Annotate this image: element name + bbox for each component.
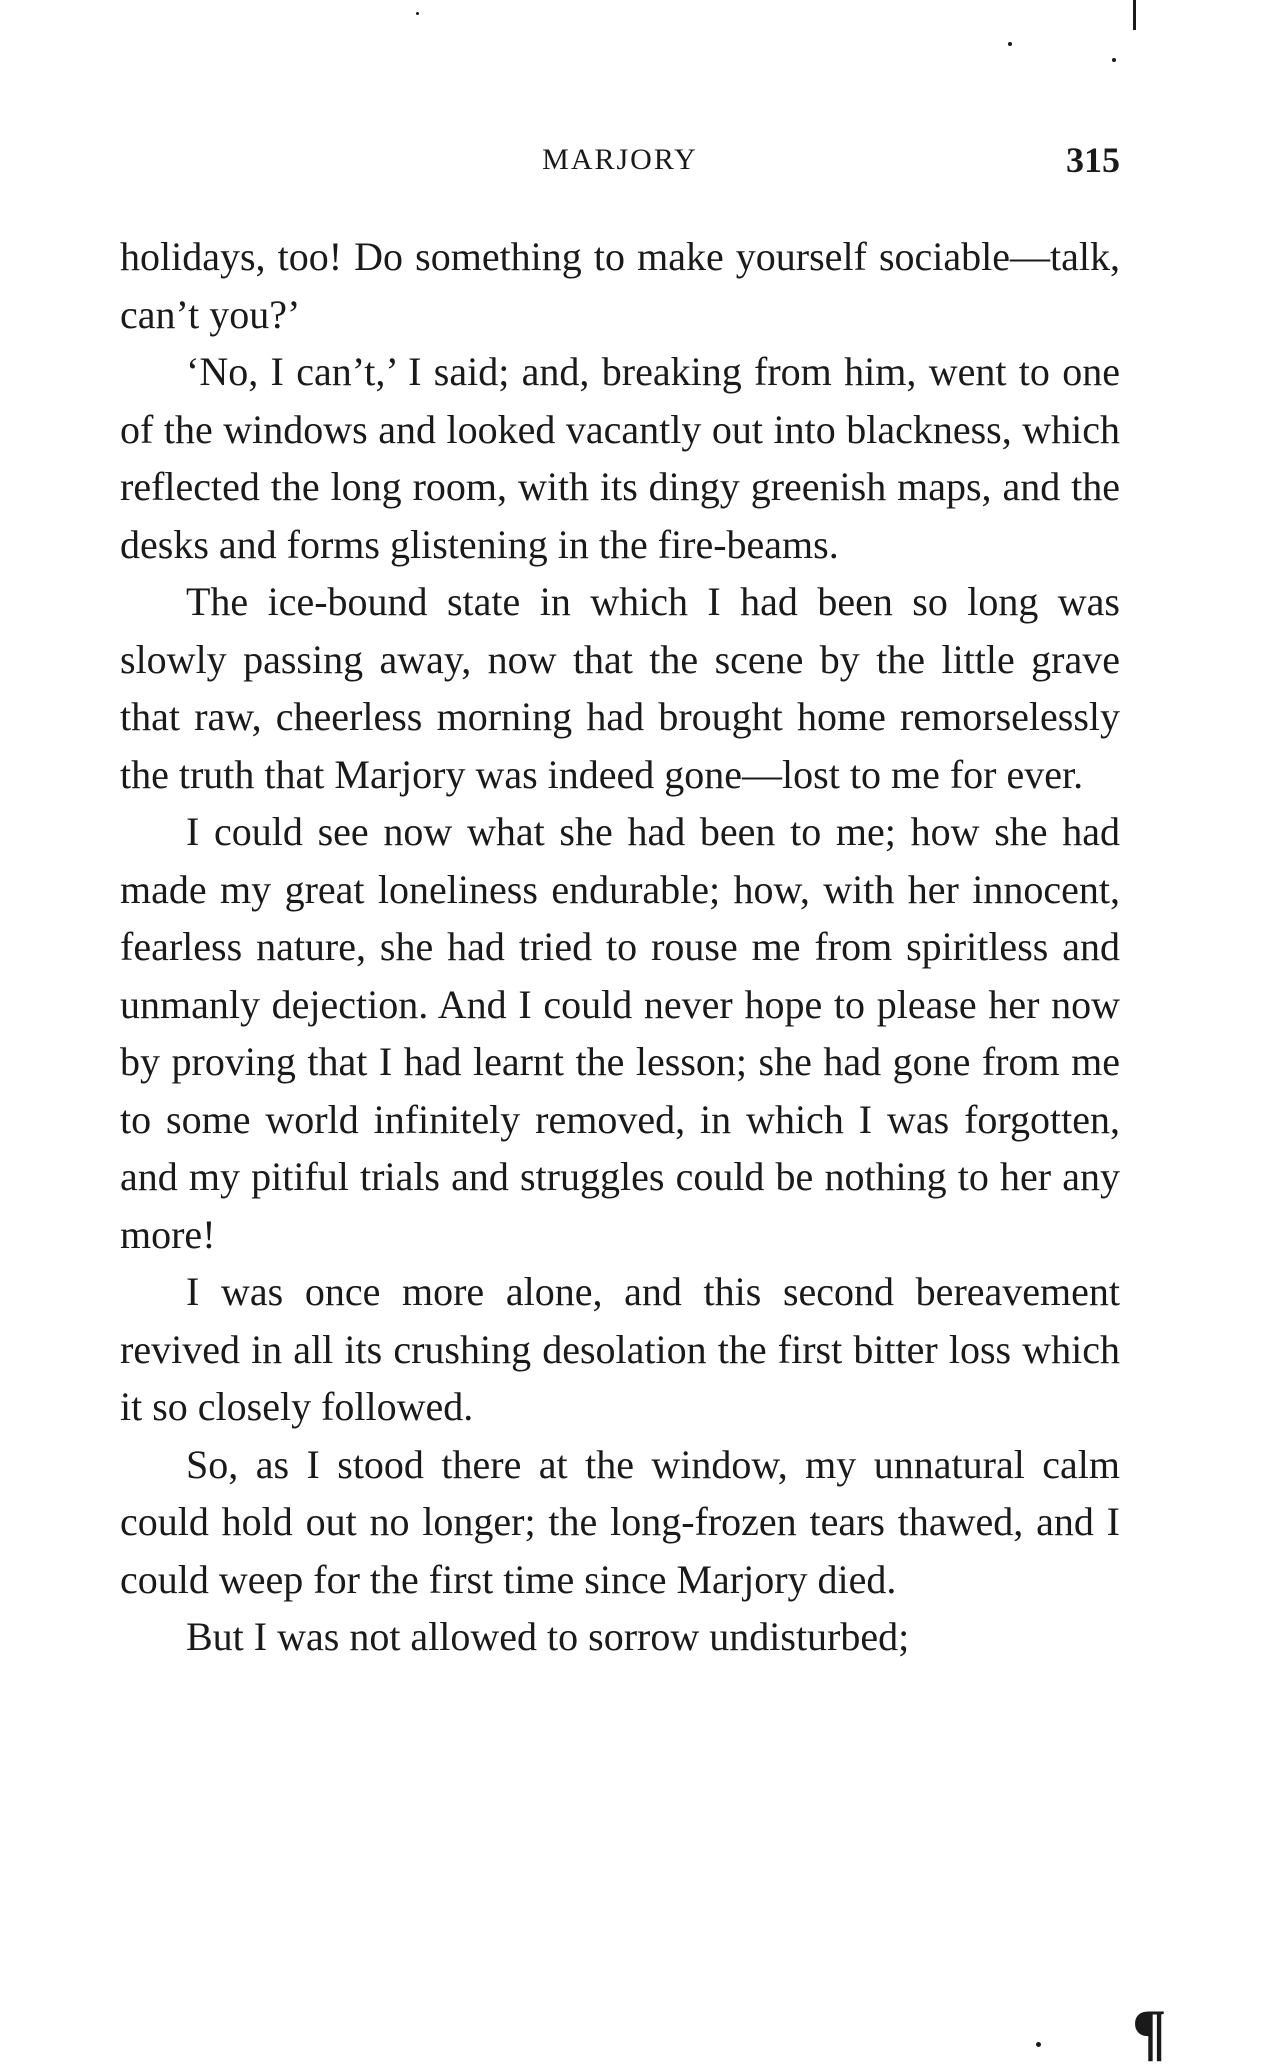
scan-speck — [416, 12, 419, 15]
running-head — [120, 140, 1120, 183]
paragraph-6: So, as I stood there at the window, my unnatural calm could hold out no longer; the long-frozen tears thawed, and I could weep for the first time since Marjory died. — [120, 1441, 1120, 1602]
scan-speck — [1008, 42, 1012, 46]
running-title: MARJORY — [542, 143, 698, 176]
paragraph-7: But I was not allowed to sorrow undisturbed; — [186, 1614, 910, 1659]
paragraph-4: I could see now what she had been to me; how she had made my great loneliness endurable; how, with her innocent, fearless nature, she had tried to rouse me from spiritless and unmanly dejection. And I could never hope to please her now by proving that I had learnt the lesson; she had gone from me to some world infinitely removed, in which I was forgotten, and my pitiful trials and struggles could be nothing to her any more! — [120, 809, 1120, 1257]
pilcrow-mark: ¶ — [1132, 1996, 1167, 2067]
scan-speck — [1112, 58, 1116, 62]
paragraph-5: I was once more alone, and this second bereavement revived in all its crushing desolation the first bitter loss which it so closely followed. — [120, 1269, 1120, 1429]
paragraph-3: The ice-bound state in which I had been so long was slowly passing away, now that the scene by the little grave that raw, cheerless morning had brought home remorselessly the truth that Marjory was indeed gone—lost to me for ever. — [120, 579, 1120, 797]
paragraph-2: ‘No, I can’t,’ I said; and, breaking from him, went to one of the windows and looked vacantly out into blackness, which reflected the long room, with its dingy greenish maps, and the desks and forms glistening in the fire-beams. — [120, 349, 1120, 567]
page-number: 315 — [1066, 140, 1120, 180]
paragraph-1: holidays, too! Do something to make yourself sociable—talk, can’t you?’ — [120, 234, 1120, 337]
body-text — [120, 228, 1120, 1666]
scan-speck — [1036, 2042, 1041, 2047]
scan-speck — [1133, 0, 1136, 30]
